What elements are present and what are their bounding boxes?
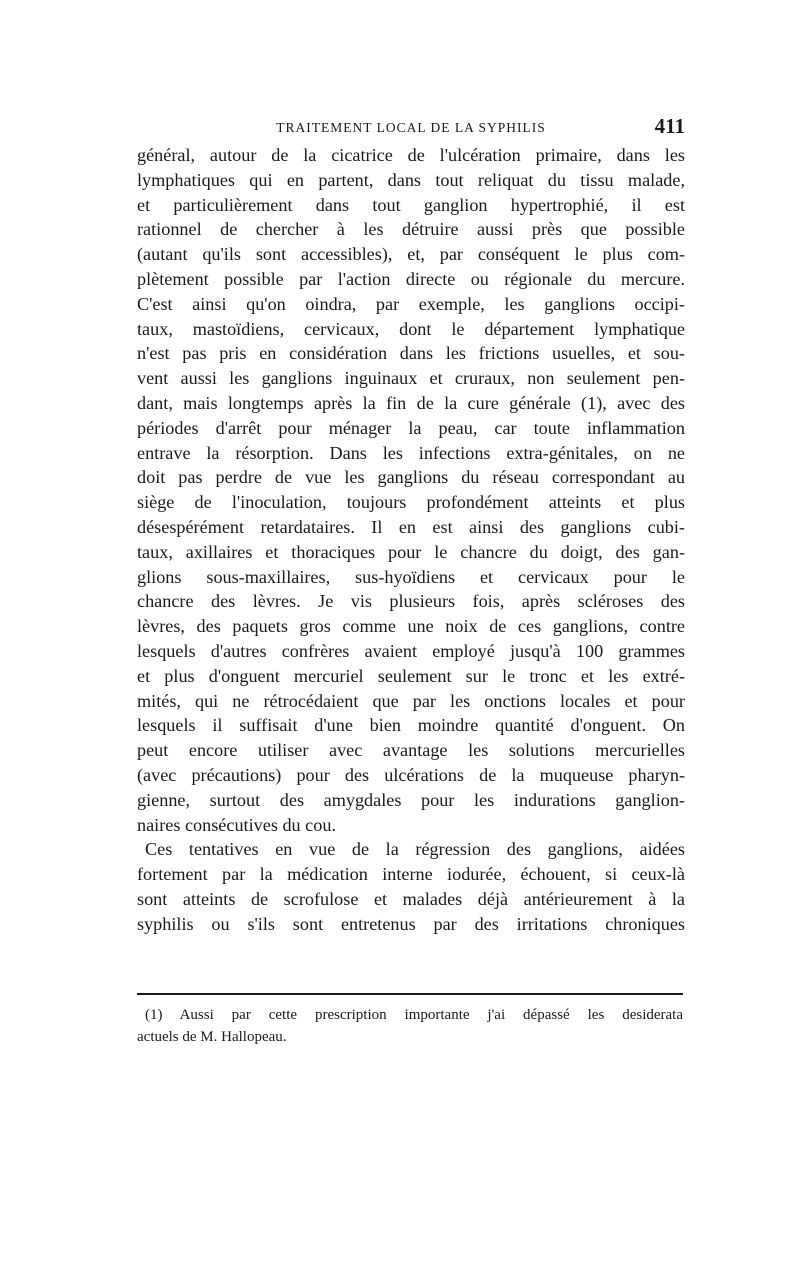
text-line: mités, qui ne rétrocédaient que par les onctions locales et pour [137,690,685,711]
text-line: chancre des lèvres. Je vis plusieurs fois, après scléroses des [137,591,685,612]
text-line: C'est ainsi qu'on oindra, par exemple, les ganglions occipi- [137,293,685,314]
text-line: naires consécutives du cou. [137,814,336,835]
text-line: syphilis ou s'ils sont entretenus par des irritations chroniques [137,913,685,934]
text-line: vent aussi les ganglions inguinaux et cruraux, non seulement pen- [137,368,685,389]
text-line: et plus d'onguent mercuriel seulement sur le tronc et les extré- [137,665,685,686]
text-line: (avec précautions) pour des ulcérations de la muqueuse pharyn- [137,764,685,785]
text-line: dant, mais longtemps après la fin de la cure générale (1), avec des [137,392,685,413]
text-line: Ces tentatives en vue de la régression des ganglions, aidées [145,839,685,860]
footnote-rule [137,993,683,995]
text-line: et particulièrement dans tout ganglion hypertrophié, il est [137,194,685,215]
text-line: lesquels d'autres confrères avaient employé jusqu'à 100 grammes [137,640,685,661]
text-line: siège de l'inoculation, toujours profondément atteints et plus [137,492,685,513]
text-line: plètement possible par l'action directe ou régionale du mercure. [137,268,685,289]
page-number: 411 [654,114,685,138]
text-line: taux, mastoïdiens, cervicaux, dont le département lymphatique [137,318,685,339]
text-line: lèvres, des paquets gros comme une noix de ces ganglions, contre [137,616,685,637]
text-line: doit pas perdre de vue les ganglions du réseau correspondant au [137,467,685,488]
text-line: fortement par la médication interne iodurée, échouent, si ceux-là [137,864,685,885]
running-head: TRAITEMENT LOCAL DE LA SYPHILIS [276,120,546,135]
text-line: peut encore utiliser avec avantage les solutions mercurielles [137,740,685,761]
text-line: périodes d'arrêt pour ménager la peau, car toute inflammation [137,417,685,438]
footnote-line: actuels de M. Hallopeau. [137,1029,287,1045]
text-line: rationnel de chercher à les détruire aussi près que possible [137,219,685,240]
text-line: sont atteints de scrofulose et malades déjà antérieurement à la [137,888,685,909]
footnote-line: (1) Aussi par cette prescription importante j'ai dépassé les desiderata [145,1007,683,1023]
footnote [137,1004,683,1048]
text-line: (autant qu'ils sont accessibles), et, par conséquent le plus com- [137,244,685,265]
text-line: général, autour de la cicatrice de l'ulcération primaire, dans les [137,145,685,165]
page-header [137,116,685,140]
text-line: n'est pas pris en considération dans les frictions usuelles, et sou- [137,343,685,364]
text-line: glions sous-maxillaires, sus-hyoïdiens et cervicaux pour le [137,566,685,587]
text-line: entrave la résorption. Dans les infections extra-génitales, on ne [137,442,685,463]
text-line: lymphatiques qui en partent, dans tout reliquat du tissu malade, [137,169,685,190]
text-line: lesquels il suffisait d'une bien moindre quantité d'onguent. On [137,715,685,736]
text-line: gienne, surtout des amygdales pour les indurations ganglion- [137,789,685,810]
body-text [137,143,685,937]
text-line: taux, axillaires et thoraciques pour le chancre du doigt, des gan- [137,541,685,562]
text-line: désespérément retardataires. Il en est ainsi des ganglions cubi- [137,516,685,537]
